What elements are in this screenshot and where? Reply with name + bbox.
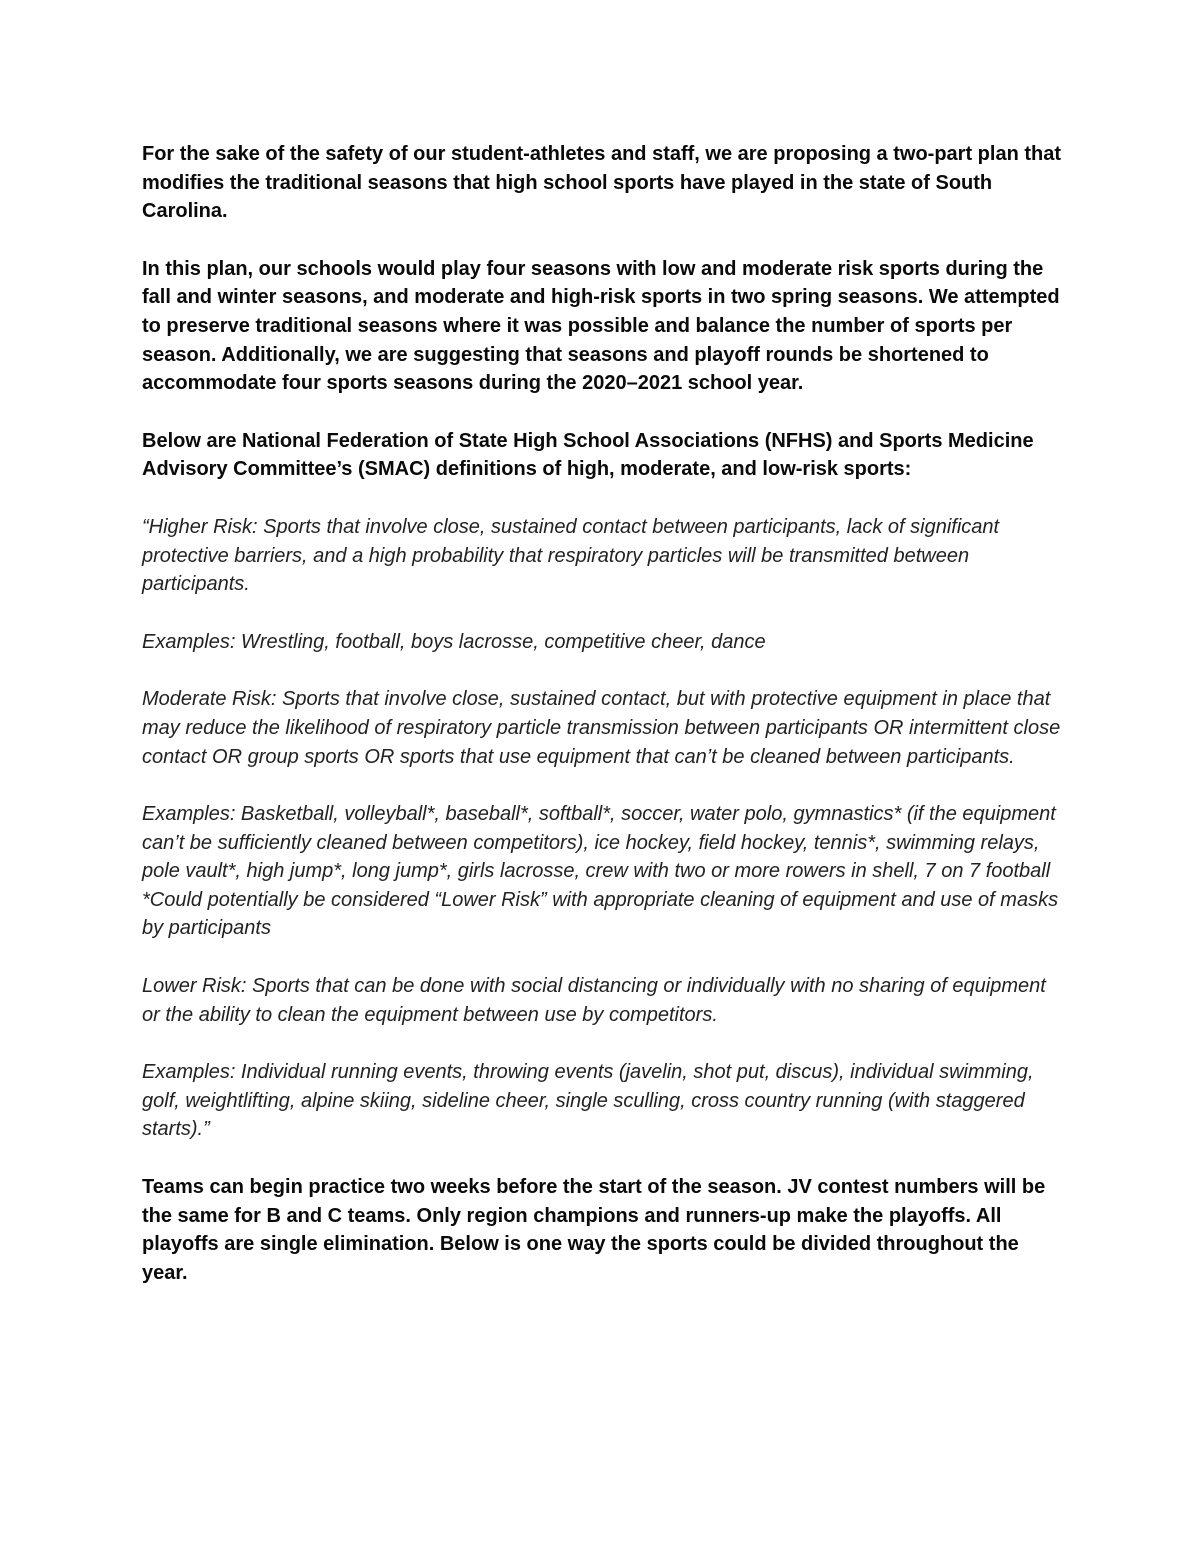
lower-risk-definition: Lower Risk: Sports that can be done with social distancing or individually with no sharing of equipment or the ability to clean the equipment between use by competitors. — [142, 975, 1046, 1026]
definitions-intro-paragraph: Below are National Federation of State High School Associations (NFHS) and Sports Medicine Advisory Committee’s (SMAC) definitions of high, moderate, and low-risk sports: — [142, 429, 1034, 481]
moderate-risk-definition: Moderate Risk: Sports that involve close, sustained contact, but with protective equipment in place that may reduce the likelihood of respiratory particle transmission between participants OR intermittent close contact OR group sports OR sports that use equipment that can’t be cleaned between participants. — [142, 688, 1061, 768]
higher-risk-definition: “Higher Risk: Sports that involve close, sustained contact between participants, lack of significant protective barriers, and a high probability that respiratory particles will be transmitted between participants. — [142, 515, 1000, 596]
intro-paragraph: For the sake of the safety of our student-athletes and staff, we are proposing a two-part plan that modifies the traditional seasons that high school sports have played in the state of South Carolina. — [142, 143, 1062, 223]
lower-risk-examples: Examples: Individual running events, throwing events (javelin, shot put, discus), individual swimming, golf, weightlifting, alpine skiing, sideline cheer, single sculling, cross country running (with staggered starts).” — [142, 1061, 1034, 1141]
document-body — [142, 140, 1067, 1316]
moderate-risk-examples: Examples: Basketball, volleyball*, baseball*, softball*, soccer, water polo, gymnastics* (if the equipment can’t be sufficiently cleaned between competitors), ice hockey, field hockey, tennis*, swimming relays, pole vault*, high jump*, long jump*, girls lacrosse, crew with two or more rowers in shell, 7 on 7 football *Could potentially be considered “Lower Risk” with appropriate cleaning of equipment and use of masks by participants — [142, 803, 1059, 940]
practice-playoffs-paragraph: Teams can begin practice two weeks before the start of the season. JV contest numbers will be the same for B and C teams. Only region champions and runners-up make the playoffs. All playoffs are single elimination. Below is one way the sports could be divided throughout the year. — [142, 1176, 1046, 1284]
higher-risk-examples: Examples: Wrestling, football, boys lacrosse, competitive cheer, dance — [142, 630, 766, 653]
plan-paragraph: In this plan, our schools would play four seasons with low and moderate risk sports during the fall and winter seasons, and moderate and high-risk sports in two spring seasons. We attempted to preserve traditional seasons where it was possible and balance the number of sports per season. Additionally, we are suggesting that seasons and playoff rounds be shortened to accommodate four sports seasons during the 2020–2021 school year. — [142, 257, 1060, 395]
